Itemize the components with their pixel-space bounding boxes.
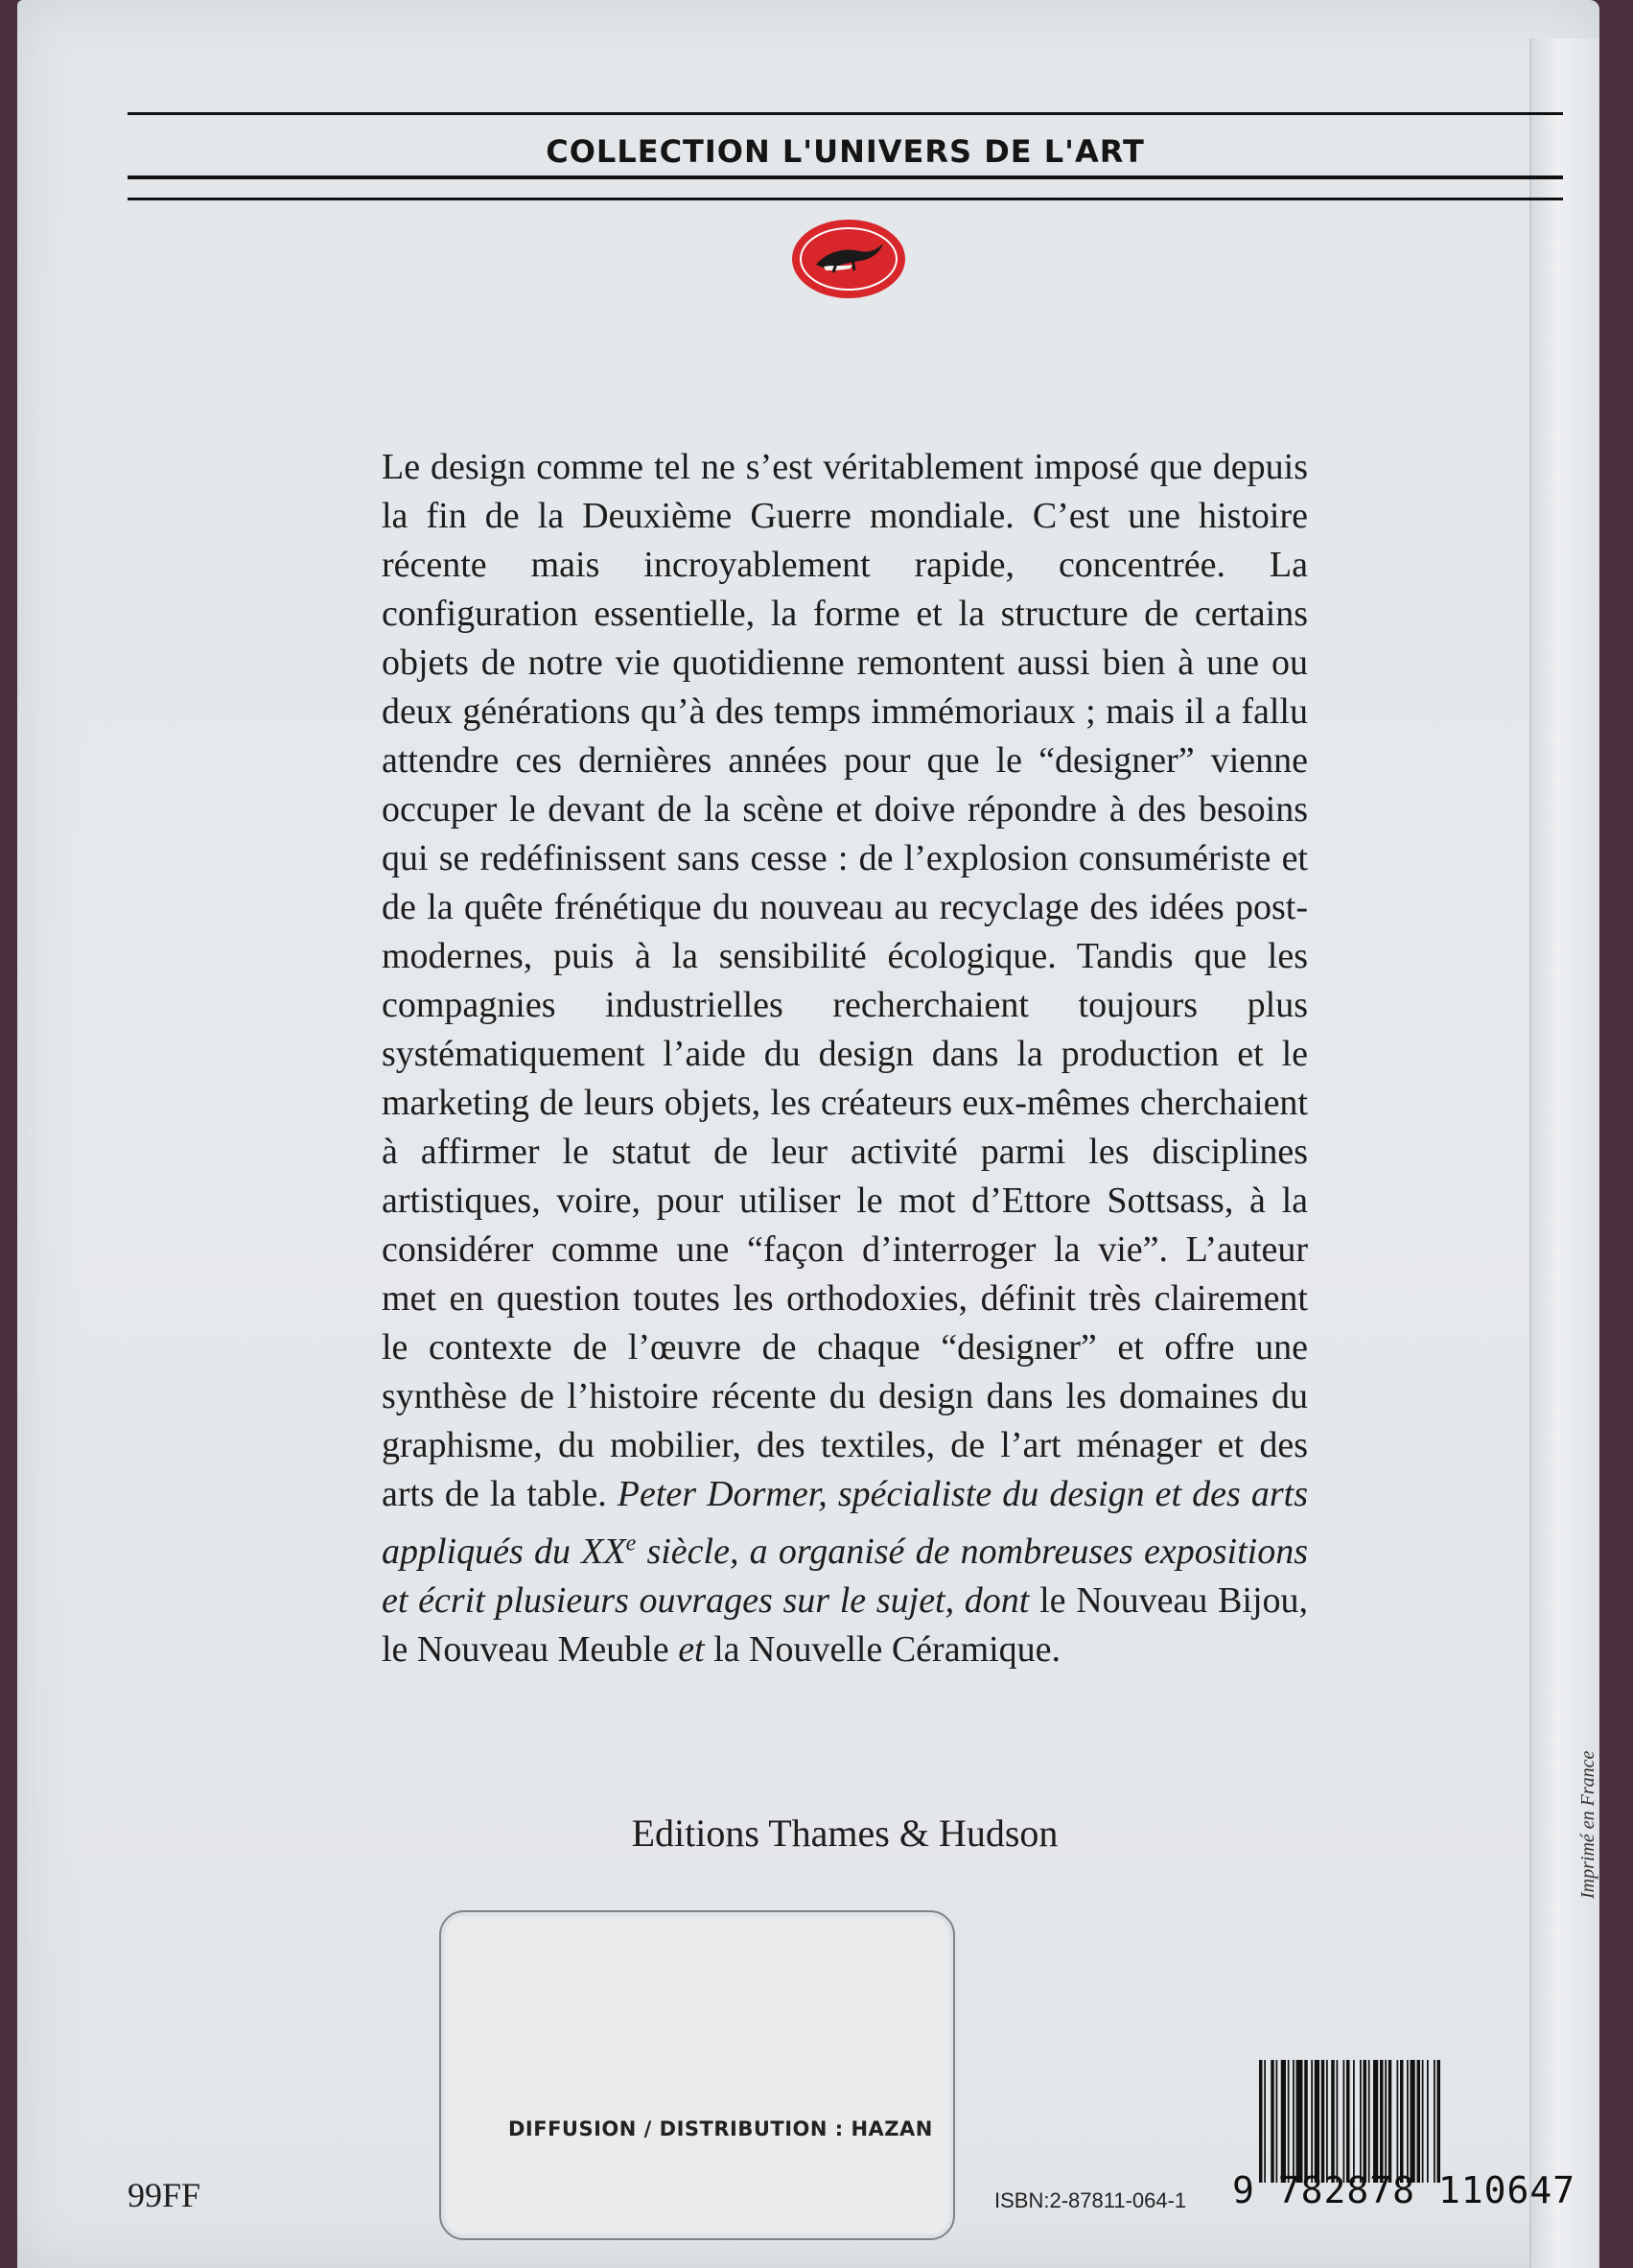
blurb-paragraph: Le design comme tel ne s’est véritablement imposé que depuis la fin de la Deuxième Guerre mondiale. C’est une histoire récente mais incroyablement rapide, concentrée. La configuration essentielle, la forme et la structure de certains objets de notre vie quotidienne remontent aussi bien à une ou deux générations qu’à des temps immémoriaux ; mais il a fallu attendre ces dernières années pour que le “designer” vienne occuper le devant de la scène et doive répondre à des besoins qui se redéfinissent sans cesse : de l’explosion consumériste et de la quête frénétique du nouveau au recyclage des idées post-modernes, puis à la sensibilité écologique. Tandis que les compagnies industrielles recherchaient toujours plus systématiquement l’aide du design dans la production et le marketing de leurs objets, les créateurs eux-mêmes cherchaient à affirmer le statut de leur activité parmi les disciplines artistiques, voire, pour utiliser le mot d’Ettore Sottsass, à la considérer comme une “façon d’interroger la vie”. L’auteur met en question toutes les orthodoxies, définit très clairement le contexte de l’œuvre de chaque “designer” et offre une synthèse de l’histoire récente du design dans les domaines du graphisme, du mobilier, des textiles, de l’art ménager et des arts de la table. — [382, 447, 1308, 1514]
book-title-1: le Nouveau Bijou, le Nouveau Meuble — [382, 1579, 1309, 1670]
price-sticker-area — [439, 1910, 955, 2240]
top-rule — [128, 112, 1563, 115]
conjunction: et — [678, 1628, 705, 1670]
author-bio: Peter Dormer, spécialiste du design et des arts appliqués du XXe siècle, a organisé de nombreuses expositions et écrit plusieurs ouvrages sur le sujet, dont — [382, 1474, 1309, 1621]
printed-in-label: Imprimé en France — [1577, 1750, 1598, 1899]
price-label: 99FF — [128, 2176, 201, 2214]
salamander-logo-icon — [795, 222, 902, 295]
collection-title: COLLECTION L'UNIVERS DE L'ART — [546, 133, 1145, 170]
barcode-digits: 9 782878 110647 — [1232, 2169, 1576, 2211]
middle-rule — [128, 175, 1563, 179]
blurb-text — [382, 443, 1308, 1674]
distribution-label: DIFFUSION / DISTRIBUTION : HAZAN — [508, 2117, 933, 2140]
book-spine-edge — [1529, 38, 1598, 2268]
publisher-name: Editions Thames & Hudson — [631, 1812, 1059, 1855]
bottom-rule — [128, 198, 1563, 200]
book-title-2: la Nouvelle Céramique. — [713, 1628, 1061, 1670]
barcode-icon — [1259, 2060, 1598, 2183]
isbn-label: ISBN:2-87811-064-1 — [994, 2188, 1187, 2212]
